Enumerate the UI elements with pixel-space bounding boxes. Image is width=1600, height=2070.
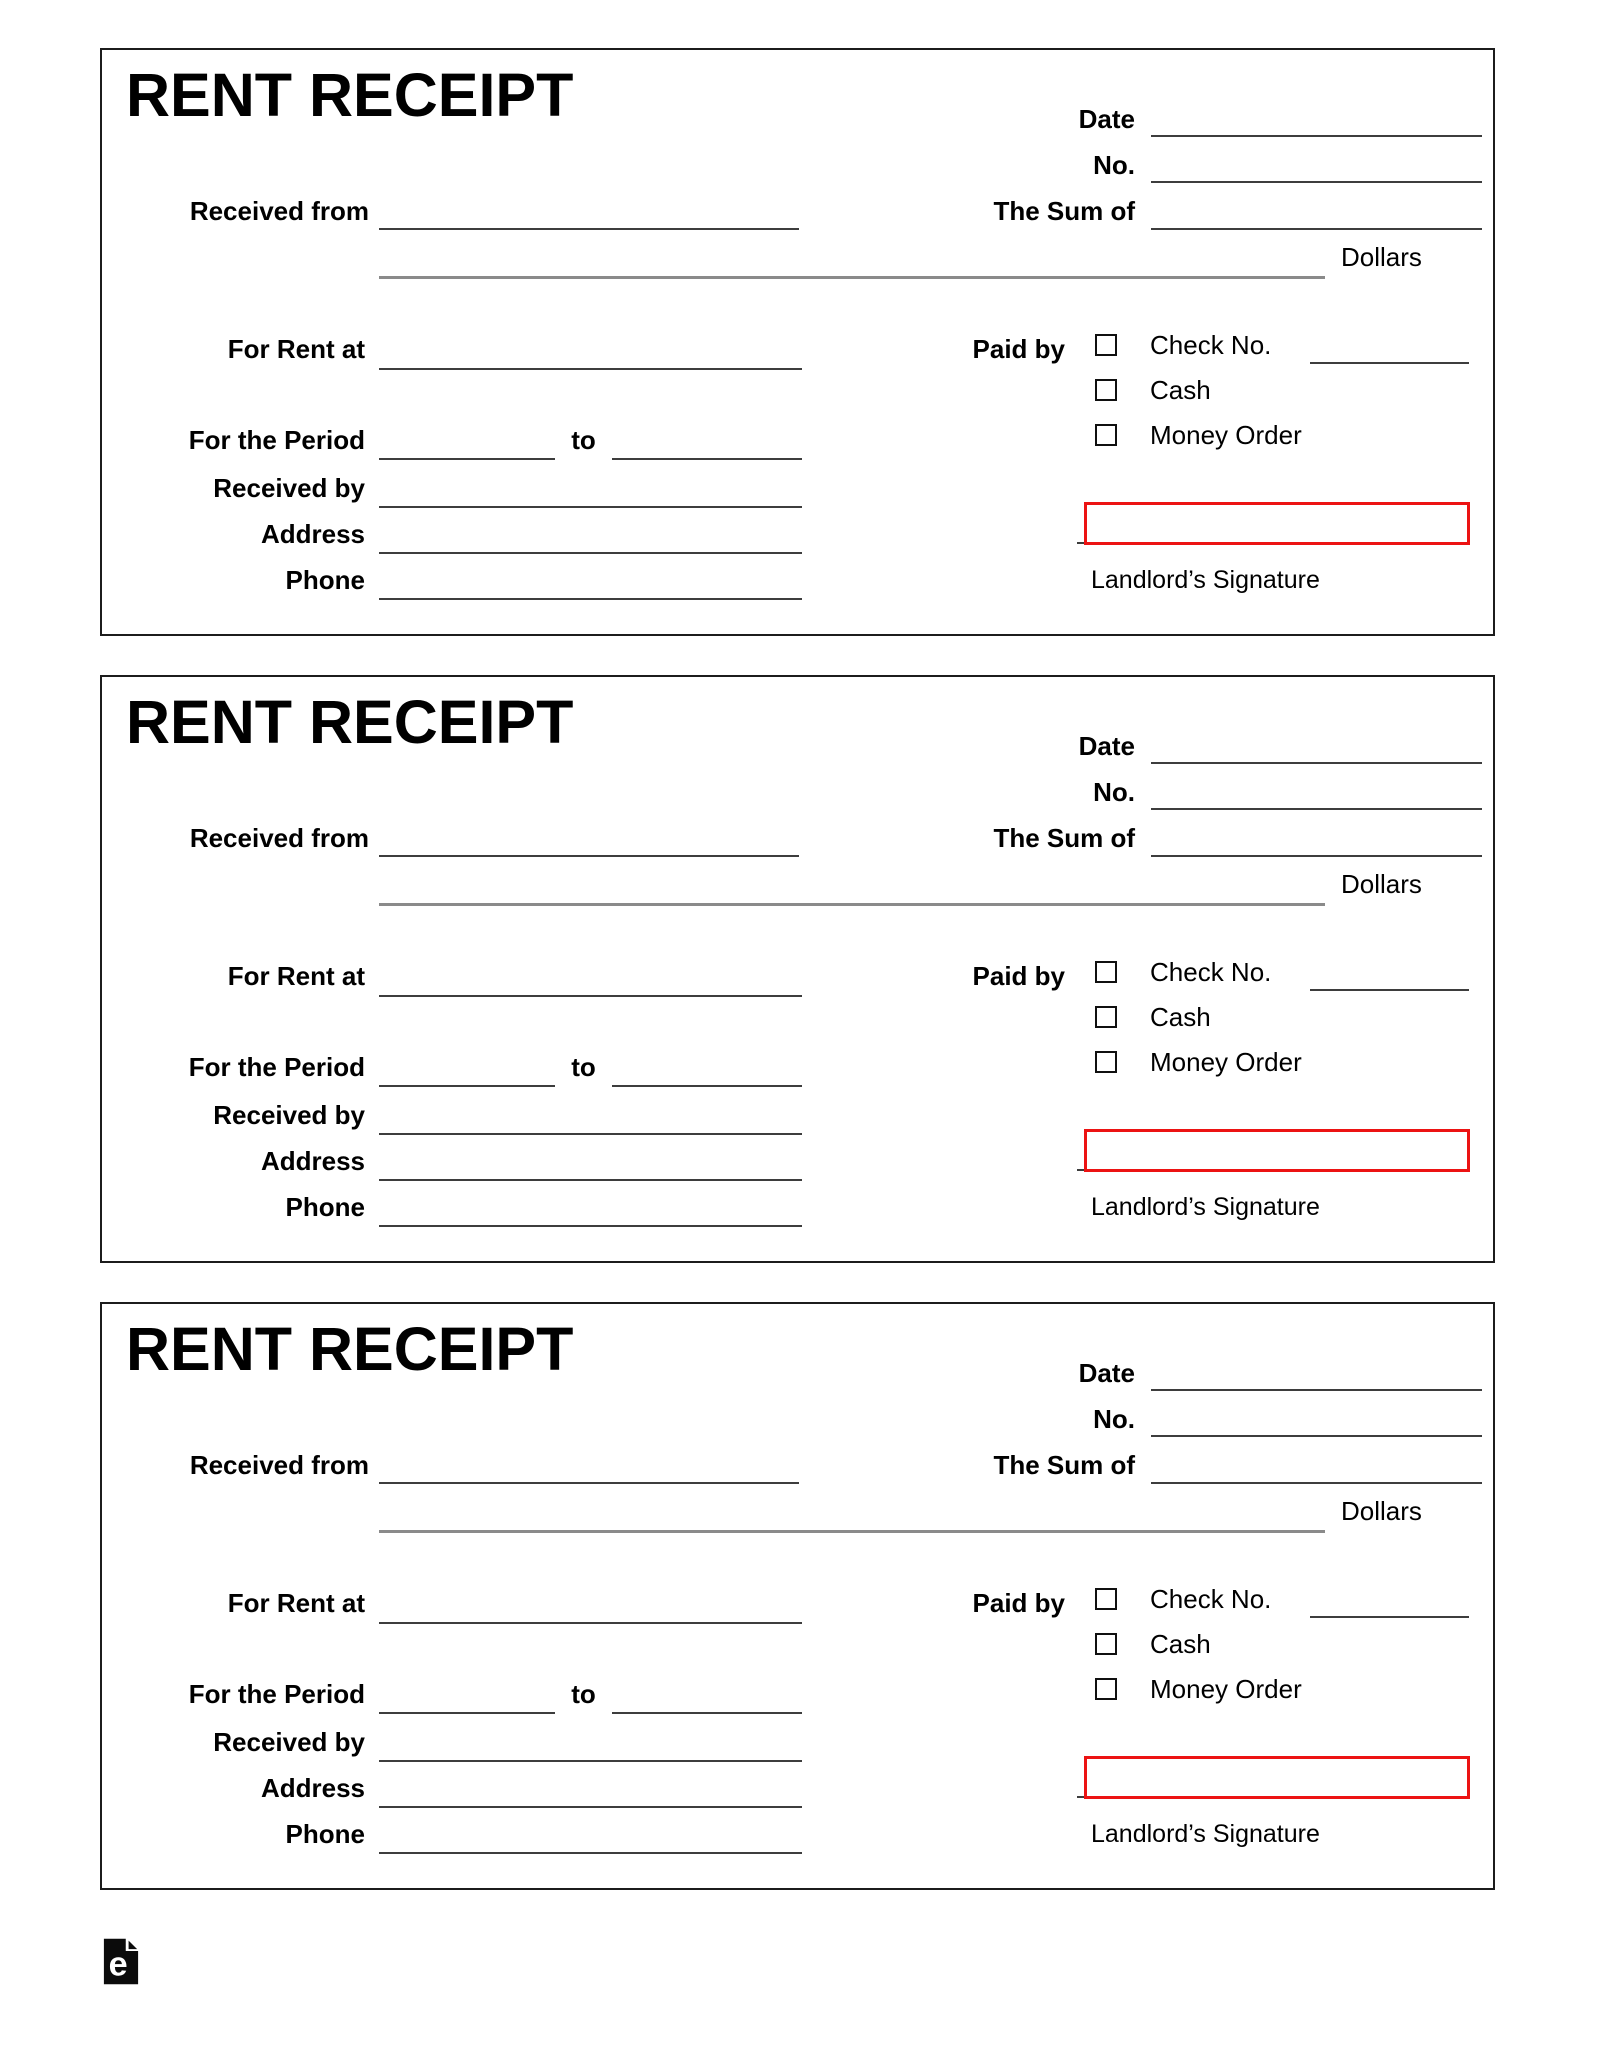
period-to-label: to xyxy=(571,1679,596,1709)
check-no-label: Check No. xyxy=(1150,1584,1272,1614)
no-label: No. xyxy=(1093,1404,1135,1434)
sum-label: The Sum of xyxy=(993,823,1135,853)
money-order-checkbox[interactable] xyxy=(1095,424,1117,446)
address-line xyxy=(379,1179,802,1181)
received-by-label: Received by xyxy=(213,473,365,503)
sum-line xyxy=(1151,228,1482,230)
check-no-line xyxy=(1310,989,1469,991)
amount-words-line xyxy=(379,276,1325,279)
cash-checkbox[interactable] xyxy=(1095,379,1117,401)
cash-label: Cash xyxy=(1150,1629,1211,1659)
cash-checkbox[interactable] xyxy=(1095,1633,1117,1655)
for-rent-at-line xyxy=(379,1622,802,1624)
period-to-line xyxy=(612,458,802,460)
dollars-label: Dollars xyxy=(1341,869,1422,899)
address-label: Address xyxy=(260,519,365,549)
address-line xyxy=(379,1806,802,1808)
for-the-period-label: For the Period xyxy=(188,425,365,455)
receipt-title: RENT RECEIPT xyxy=(126,1315,574,1383)
receipt-block xyxy=(100,1302,1495,1890)
phone-label: Phone xyxy=(285,1819,365,1849)
folded-corner-icon xyxy=(129,1941,138,1950)
sum-line xyxy=(1151,855,1482,857)
for-rent-at-line xyxy=(379,368,802,370)
receipt-title: RENT RECEIPT xyxy=(126,61,574,129)
money-order-label: Money Order xyxy=(1150,1674,1302,1704)
landlord-signature-label: Landlord’s Signature xyxy=(1091,1193,1320,1221)
address-label: Address xyxy=(260,1146,365,1176)
date-line xyxy=(1151,762,1482,764)
amount-words-line xyxy=(379,1530,1325,1533)
period-from-line xyxy=(379,458,555,460)
landlord-signature-label: Landlord’s Signature xyxy=(1091,1820,1320,1848)
date-line xyxy=(1151,135,1482,137)
for-rent-at-label: For Rent at xyxy=(227,961,365,991)
phone-label: Phone xyxy=(285,565,365,595)
check-no-checkbox[interactable] xyxy=(1095,961,1117,983)
period-from-line xyxy=(379,1712,555,1714)
landlord-signature-label: Landlord’s Signature xyxy=(1091,566,1320,594)
paid-by-label: Paid by xyxy=(972,334,1065,364)
address-label: Address xyxy=(260,1773,365,1803)
dollars-label: Dollars xyxy=(1341,1496,1422,1526)
received-by-label: Received by xyxy=(213,1727,365,1757)
phone-line xyxy=(379,1225,802,1227)
period-to-line xyxy=(612,1712,802,1714)
check-no-label: Check No. xyxy=(1150,957,1272,987)
received-from-label: Received from xyxy=(189,1450,369,1480)
received-by-line xyxy=(379,1133,802,1135)
period-to-label: to xyxy=(571,1052,596,1082)
money-order-label: Money Order xyxy=(1150,1047,1302,1077)
date-label: Date xyxy=(1078,1358,1135,1388)
eforms-logo xyxy=(102,1936,140,1987)
period-from-line xyxy=(379,1085,555,1087)
no-line xyxy=(1151,1435,1482,1437)
date-label: Date xyxy=(1078,104,1135,134)
no-line xyxy=(1151,181,1482,183)
cash-checkbox[interactable] xyxy=(1095,1006,1117,1028)
received-from-line xyxy=(379,855,799,857)
receipt-title: RENT RECEIPT xyxy=(126,688,574,756)
period-to-line xyxy=(612,1085,802,1087)
paid-by-label: Paid by xyxy=(972,1588,1065,1618)
for-rent-at-label: For Rent at xyxy=(227,1588,365,1618)
sum-label: The Sum of xyxy=(993,196,1135,226)
check-no-line xyxy=(1310,1616,1469,1618)
no-line xyxy=(1151,808,1482,810)
cash-label: Cash xyxy=(1150,1002,1211,1032)
sum-line xyxy=(1151,1482,1482,1484)
check-no-line xyxy=(1310,362,1469,364)
for-rent-at-label: For Rent at xyxy=(227,334,365,364)
paid-by-label: Paid by xyxy=(972,961,1065,991)
received-by-line xyxy=(379,506,802,508)
date-line xyxy=(1151,1389,1482,1391)
phone-line xyxy=(379,598,802,600)
landlord-signature-field[interactable] xyxy=(1084,1129,1470,1172)
check-no-label: Check No. xyxy=(1150,330,1272,360)
check-no-checkbox[interactable] xyxy=(1095,1588,1117,1610)
phone-line xyxy=(379,1852,802,1854)
money-order-checkbox[interactable] xyxy=(1095,1678,1117,1700)
receipt-block xyxy=(100,48,1495,636)
for-the-period-label: For the Period xyxy=(188,1052,365,1082)
received-from-line xyxy=(379,1482,799,1484)
address-line xyxy=(379,552,802,554)
no-label: No. xyxy=(1093,150,1135,180)
check-no-checkbox[interactable] xyxy=(1095,334,1117,356)
cash-label: Cash xyxy=(1150,375,1211,405)
period-to-label: to xyxy=(571,425,596,455)
received-from-label: Received from xyxy=(189,823,369,853)
logo-letter: e xyxy=(108,1945,128,1984)
landlord-signature-field[interactable] xyxy=(1084,1756,1470,1799)
sum-label: The Sum of xyxy=(993,1450,1135,1480)
received-from-label: Received from xyxy=(189,196,369,226)
received-by-line xyxy=(379,1760,802,1762)
phone-label: Phone xyxy=(285,1192,365,1222)
receipt-block xyxy=(100,675,1495,1263)
landlord-signature-field[interactable] xyxy=(1084,502,1470,545)
for-the-period-label: For the Period xyxy=(188,1679,365,1709)
for-rent-at-line xyxy=(379,995,802,997)
received-from-line xyxy=(379,228,799,230)
date-label: Date xyxy=(1078,731,1135,761)
no-label: No. xyxy=(1093,777,1135,807)
dollars-label: Dollars xyxy=(1341,242,1422,272)
amount-words-line xyxy=(379,903,1325,906)
received-by-label: Received by xyxy=(213,1100,365,1130)
money-order-label: Money Order xyxy=(1150,420,1302,450)
money-order-checkbox[interactable] xyxy=(1095,1051,1117,1073)
